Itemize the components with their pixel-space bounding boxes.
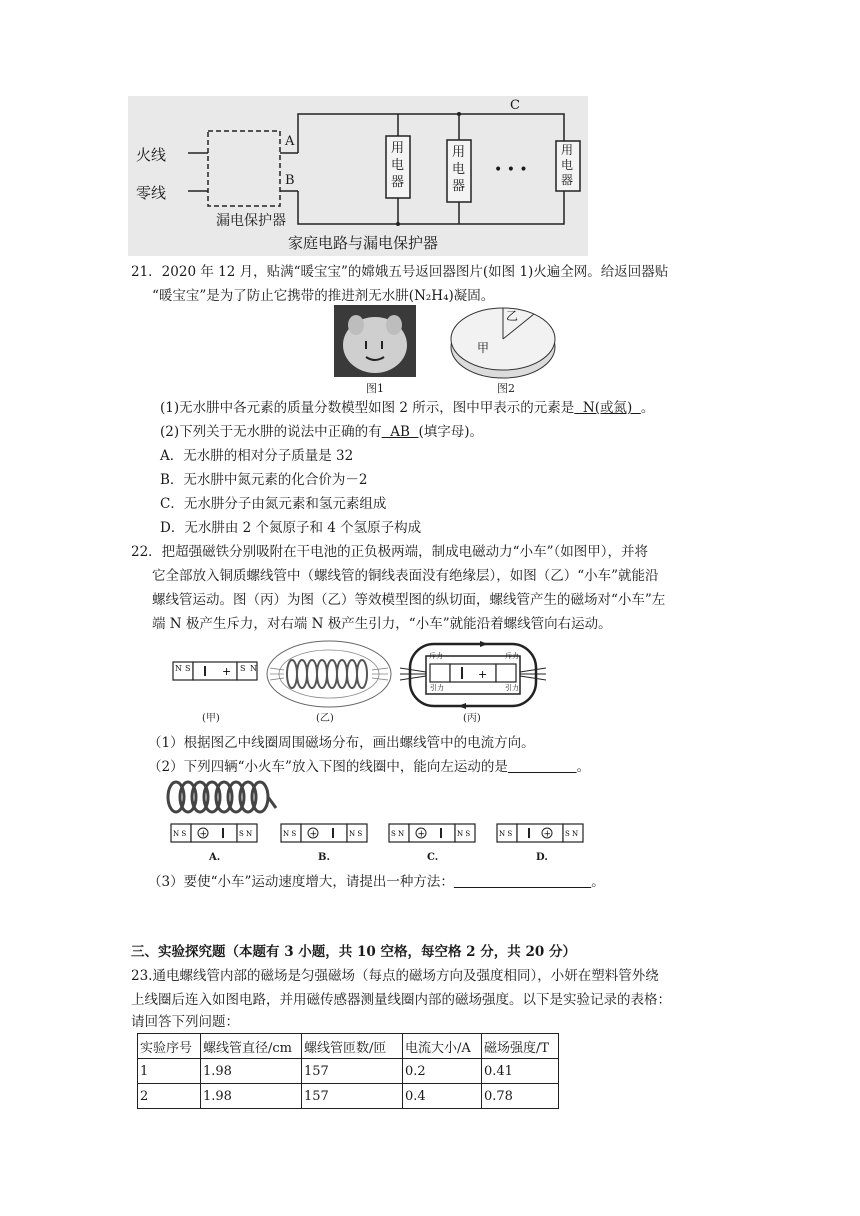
fig-jia-label-s: S: [185, 664, 191, 673]
live-wire-label: 火线: [136, 146, 167, 164]
table-cell: 157: [302, 1084, 403, 1109]
force-label-3: 斥力: [505, 652, 519, 660]
figure-2-pie: [448, 303, 558, 383]
q21-sub1-answer: N(或氮): [574, 400, 641, 416]
q22-sub3: [148, 872, 605, 892]
fig-jia-caption: (甲): [202, 713, 220, 724]
table-cell: 1: [138, 1059, 201, 1084]
point-b-label: B: [285, 173, 295, 188]
protector-label: 漏电保护器: [216, 213, 286, 229]
svg-text:S N: S N: [239, 830, 253, 838]
svg-text:+: +: [417, 829, 426, 840]
q22-line-2: 它全部放入铜质螺线管中（螺线管的铜线表面没有绝缘层），如图（乙）“小车”就能沿: [152, 568, 659, 584]
svg-text:N S: N S: [173, 830, 187, 838]
force-label-1: 斥力: [429, 652, 443, 660]
svg-text:N S: N S: [349, 830, 363, 838]
table-cell: 0.41: [482, 1059, 559, 1084]
neutral-wire-label: 零线: [136, 184, 167, 202]
svg-text:N S: N S: [499, 830, 513, 838]
q22-sub2-suffix: 。: [576, 759, 591, 775]
svg-text:+: +: [309, 829, 318, 840]
fig-yi-caption: (乙): [316, 713, 334, 724]
q21-sub2: [160, 422, 483, 442]
figure-1-photo: [334, 305, 416, 377]
table-header-cell: 实验序号: [138, 1034, 201, 1059]
svg-text:S N: S N: [565, 830, 579, 838]
table-cell: 0.78: [482, 1084, 559, 1109]
q21-line-2: “暖宝宝”是为了防止它携带的推进剂无水肼(N₂H₄)凝固。: [152, 288, 495, 304]
experiment-table: [137, 1033, 559, 1109]
q21-sub2-suffix: (填字母)。: [418, 424, 484, 440]
circuit-caption: 家庭电路与漏电保护器: [288, 234, 439, 252]
q21-sub1: [160, 398, 654, 418]
fig-bing-caption: (丙): [463, 713, 481, 724]
option-car-a: [170, 822, 258, 844]
force-label-2: 引力: [430, 684, 444, 692]
table-row: [138, 1059, 559, 1084]
figure-1-caption: 图1: [366, 382, 384, 395]
q21-sub2-answer: AB: [381, 424, 419, 440]
q21-option-c: C．无水肼分子由氮元素和氢元素组成: [160, 496, 387, 512]
option-car-b: [280, 822, 368, 844]
option-label-a: A.: [209, 852, 221, 863]
figure-bing: [400, 636, 546, 714]
svg-text:S N: S N: [391, 830, 405, 838]
q22-line-4: 端 N 极产生斥力，对右端 N 极产生引力，“小车”就能沿着螺线管向右运动。: [152, 616, 612, 632]
table-header-cell: 螺线管匝数/匝: [302, 1034, 403, 1059]
fig-jia-label-s2: S: [240, 664, 246, 673]
table-header-cell: 电流大小/A: [403, 1034, 482, 1059]
q23-line-2: 上线圈后连入如图电路，并用磁传感器测量线圈内部的磁场强度。以下是实验记录的表格：: [131, 992, 671, 1008]
point-c-label: C: [510, 98, 520, 113]
option-label-c: C.: [427, 852, 439, 863]
figure-2-caption: 图2: [497, 382, 515, 395]
table-cell: 1.98: [201, 1059, 302, 1084]
figure-yi: [264, 638, 394, 710]
option-label-d: D.: [536, 852, 548, 863]
option-label-b: B.: [318, 852, 330, 863]
pie-label-yi: 乙: [506, 309, 519, 323]
svg-text:+: +: [478, 668, 488, 681]
q22-sub3-suffix: 。: [591, 874, 605, 890]
q22-sub2-prefix: （2）下列四辆“小火车”放入下图的线圈中，能向左运动的是: [148, 759, 508, 775]
q21-option-d: D．无水肼由 2 个氮原子和 4 个氢原子构成: [160, 520, 422, 536]
table-cell: 157: [302, 1059, 403, 1084]
table-cell: 0.4: [403, 1084, 482, 1109]
point-a-label: A: [285, 134, 295, 149]
q21-option-a: A．无水肼的相对分子质量是 32: [160, 448, 354, 464]
q21-line-1: 21．2020 年 12 月，贴满“暖宝宝”的嫦娥五号返回器图片(如图 1)火遍全网。给返回器贴: [131, 264, 669, 280]
fig-jia-label-n2: N: [250, 664, 257, 673]
appliance-1-label: 用电器: [391, 141, 405, 190]
circuit-figure: [128, 96, 588, 256]
svg-text:N S: N S: [457, 830, 471, 838]
q23-line-1: 23.通电螺线管内部的磁场是匀强磁场（每点的磁场方向及强度相同），小妍在塑料管外绕: [131, 968, 659, 984]
table-header-cell: 磁场强度/T: [482, 1034, 559, 1059]
table-header-cell: 螺线管直径/cm: [201, 1034, 302, 1059]
section-3-heading: 三、实验探究题（本题有 3 小题，共 10 空格，每空格 2 分，共 20 分）: [131, 944, 576, 960]
q22-sub2-blank[interactable]: [508, 759, 577, 775]
q22-line-1: 22．把超强磁铁分别吸附在干电池的正负极两端，制成电磁动力“小车”（如图甲），并将: [131, 544, 648, 560]
svg-text:N S: N S: [283, 830, 297, 838]
option-car-d: [496, 822, 584, 844]
force-label-4: 引力: [505, 684, 519, 692]
appliance-2-label: 用电器: [452, 145, 466, 194]
table-cell: 1.98: [201, 1084, 302, 1109]
pie-label-jia: 甲: [477, 341, 490, 355]
q21-sub2-prefix: (2)下列关于无水肼的说法中正确的有: [160, 424, 382, 440]
table-header-row: [138, 1034, 559, 1059]
fig-jia-label-n: N: [175, 664, 182, 673]
q22-sub3-blank[interactable]: [454, 874, 591, 890]
table-cell: 0.2: [403, 1059, 482, 1084]
svg-text:+: +: [222, 665, 232, 678]
q21-sub1-prefix: (1)无水肼中各元素的质量分数模型如图 2 所示，图中甲表示的元素是: [160, 400, 575, 416]
q22-sub1: （1）根据图乙中线圈周围磁场分布，画出螺线管中的电流方向。: [148, 735, 535, 751]
table-cell: 2: [138, 1084, 201, 1109]
q22-line-3: 螺线管运动。图（丙）为图（乙）等效模型图的纵切面，螺线管产生的磁场对“小车”左: [152, 592, 666, 608]
q21-option-b: B．无水肼中氮元素的化合价为－2: [160, 472, 368, 488]
svg-text:+: +: [543, 829, 552, 840]
ellipsis-dots: • • •: [494, 162, 528, 178]
q23-line-3: 请回答下列问题：: [131, 1014, 239, 1030]
q22-sub3-prefix: （3）要使“小车”运动速度增大，请提出一种方法：: [148, 874, 454, 890]
q22-sub2: [148, 757, 590, 777]
coil-figure: [164, 778, 280, 816]
table-row: [138, 1084, 559, 1109]
appliance-3-label: 用电器: [561, 143, 574, 187]
svg-text:+: +: [199, 829, 208, 840]
q21-sub1-suffix: 。: [640, 400, 655, 416]
option-car-c: [388, 822, 476, 844]
